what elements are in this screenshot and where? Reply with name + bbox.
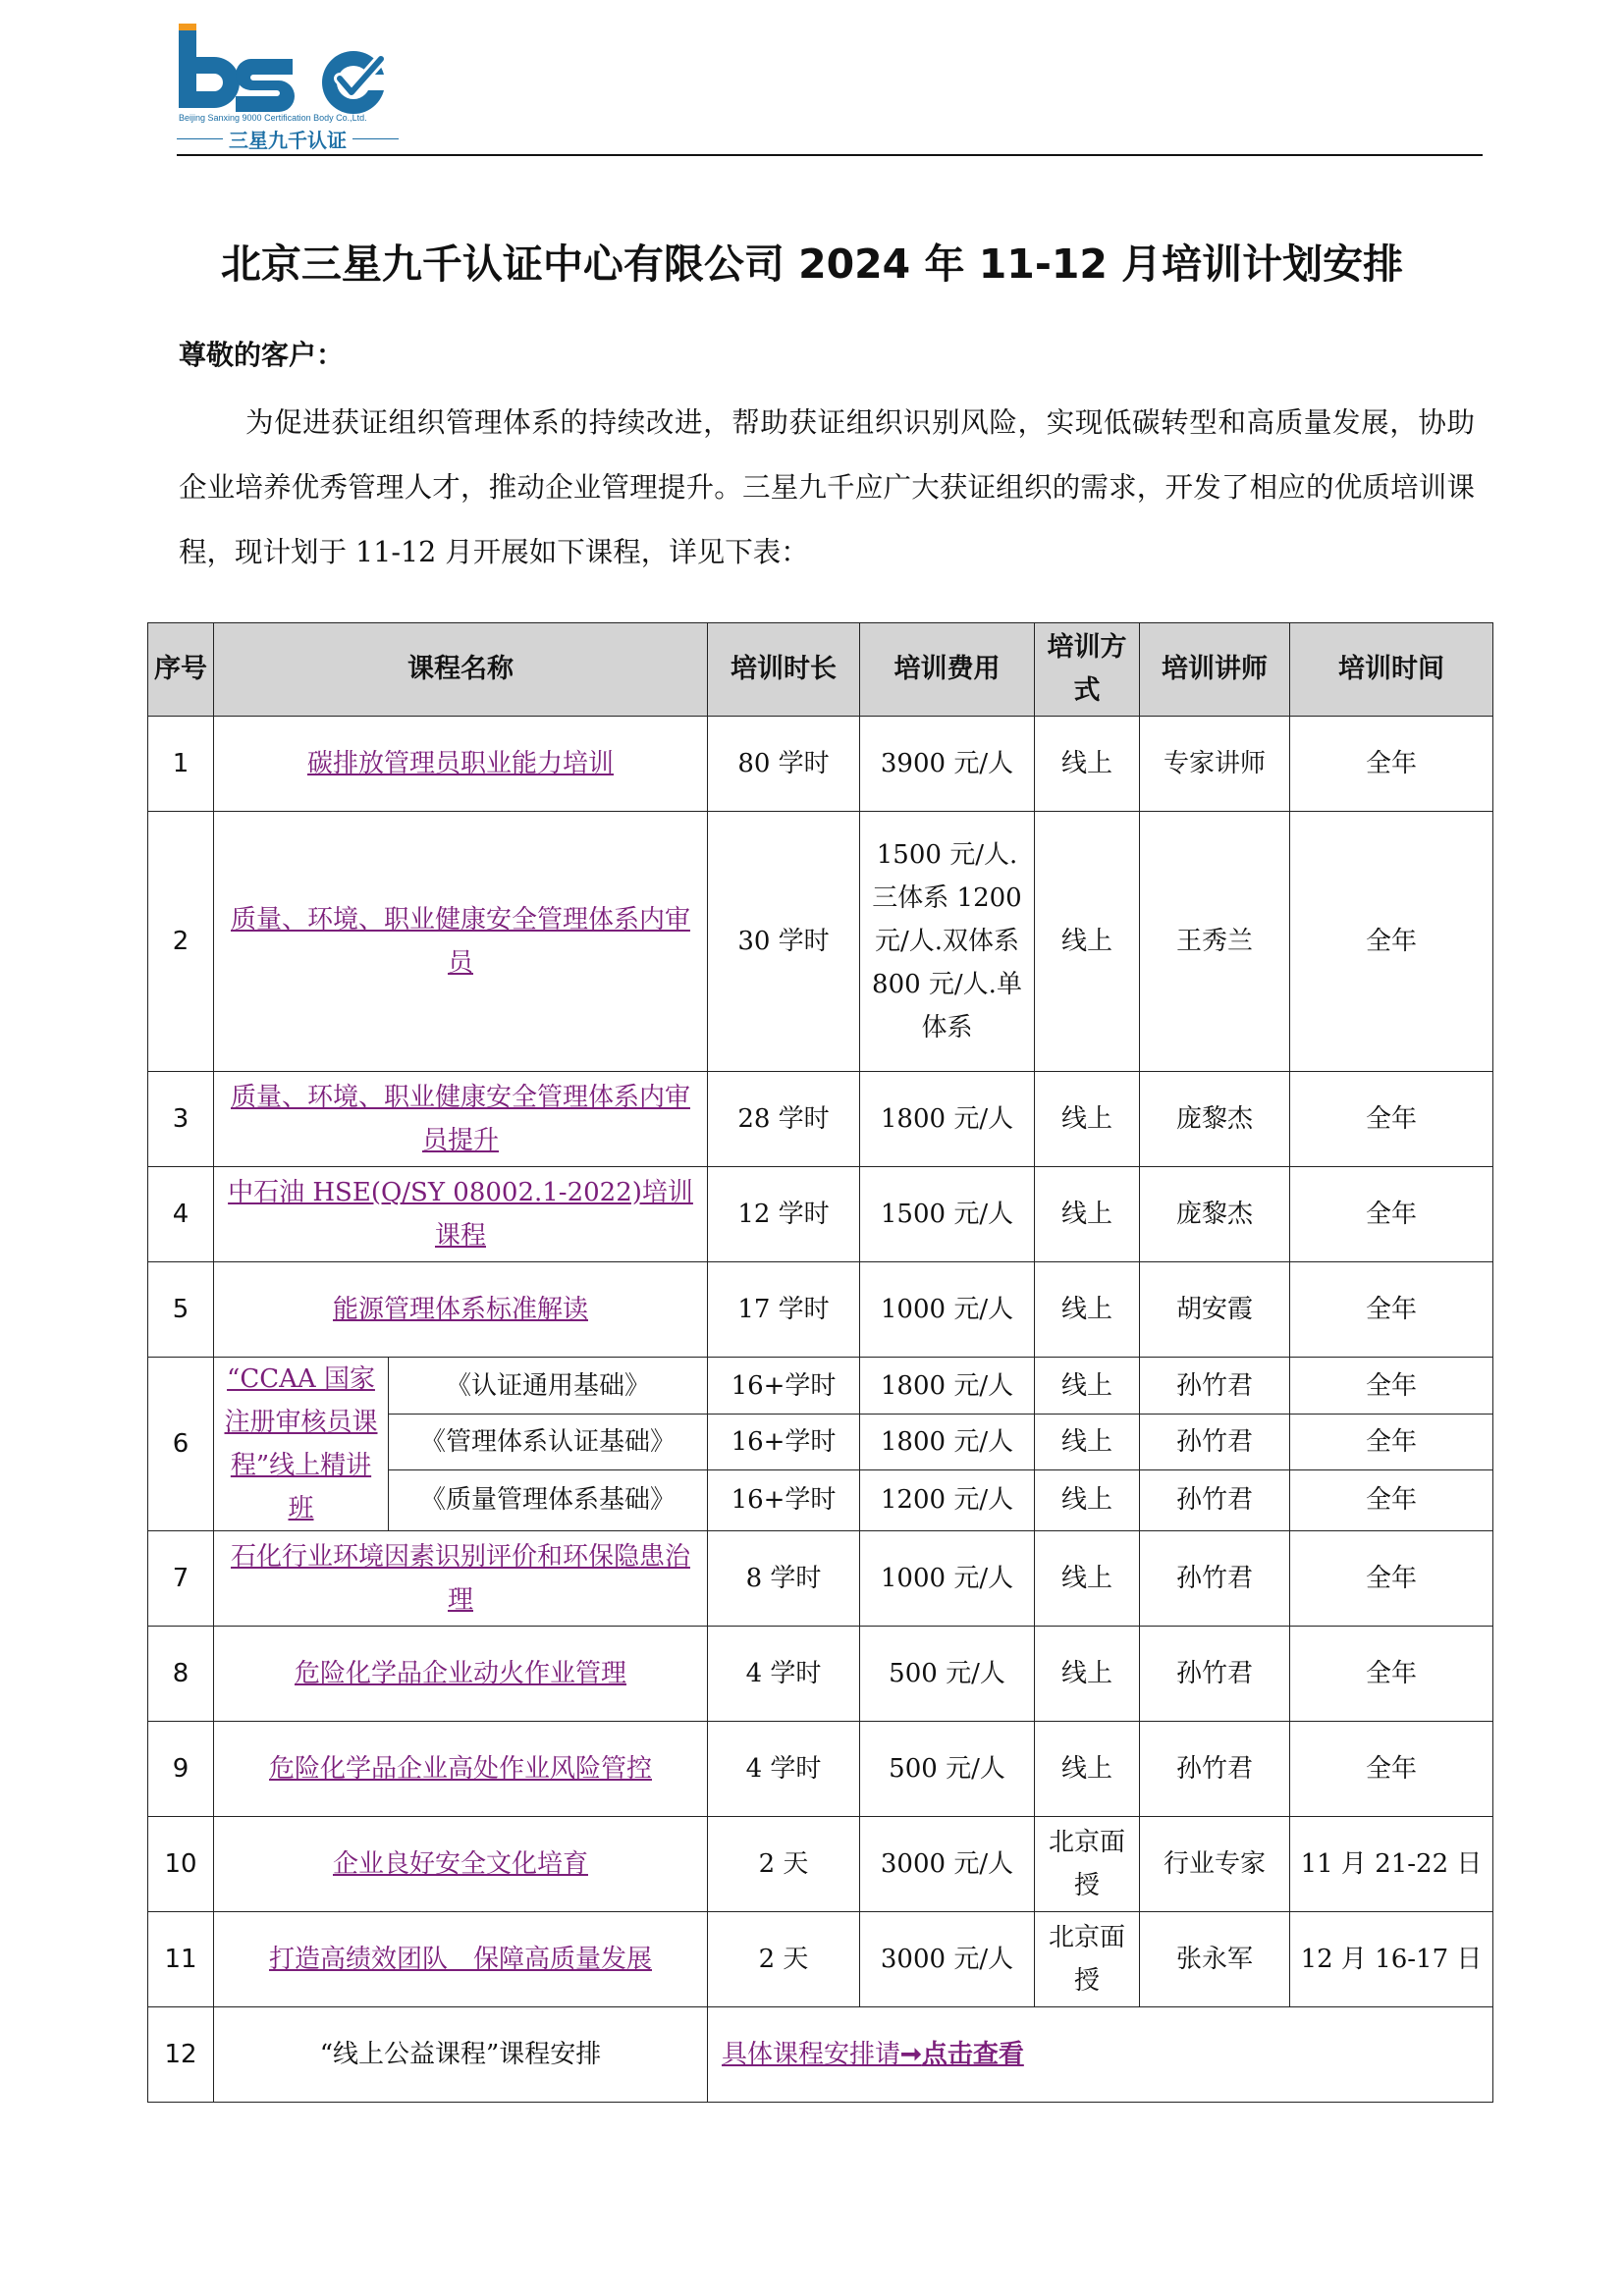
course-link[interactable]: 打造高绩效团队 保障高质量发展: [214, 1912, 708, 2007]
row-no: 1: [148, 717, 214, 812]
fee: 1000 元/人: [860, 1262, 1035, 1358]
logo-tagline: Beijing Sanxing 9000 Certification Body Co.,Ltd.: [179, 113, 367, 123]
course-link[interactable]: 危险化学品企业动火作业管理: [214, 1627, 708, 1722]
teacher: 孙竹君: [1140, 1358, 1290, 1415]
mode: 线上: [1035, 1072, 1140, 1167]
table-row: [148, 1627, 1493, 1722]
course-link[interactable]: 质量、环境、职业健康安全管理体系内审员提升: [214, 1072, 708, 1167]
mode: 线上: [1035, 1415, 1140, 1469]
duration: 30 学时: [708, 812, 860, 1072]
table-row: [148, 1167, 1493, 1262]
duration: 8 学时: [708, 1531, 860, 1627]
view-schedule-link[interactable]: 具体课程安排请➞点击查看: [708, 2007, 1493, 2103]
fee: 1200 元/人: [860, 1469, 1035, 1530]
header-fee: 培训费用: [860, 623, 1035, 717]
course-link[interactable]: 企业良好安全文化培育: [214, 1817, 708, 1912]
duration: 4 学时: [708, 1722, 860, 1817]
fee: 1500 元/人.三体系 1200 元/人.双体系 800 元/人.单体系: [860, 812, 1035, 1072]
fee: 1800 元/人: [860, 1358, 1035, 1415]
teacher: 孙竹君: [1140, 1627, 1290, 1722]
header-course: 课程名称: [214, 623, 708, 717]
header-duration: 培训时长: [708, 623, 860, 717]
mode: 线上: [1035, 1627, 1140, 1722]
teacher: 孙竹君: [1140, 1415, 1290, 1469]
teacher: 专家讲师: [1140, 717, 1290, 812]
teacher: 王秀兰: [1140, 812, 1290, 1072]
sub-course: 《质量管理体系基础》: [389, 1469, 708, 1530]
table-row: [148, 1072, 1493, 1167]
mode: 线上: [1035, 1167, 1140, 1262]
row-no: 8: [148, 1627, 214, 1722]
time: 11 月 21-22 日: [1290, 1817, 1493, 1912]
row-no: 6: [148, 1358, 214, 1531]
row-no: 9: [148, 1722, 214, 1817]
mode: 北京面授: [1035, 1912, 1140, 2007]
teacher: 孙竹君: [1140, 1531, 1290, 1627]
fee: 3900 元/人: [860, 717, 1035, 812]
row-no: 4: [148, 1167, 214, 1262]
time: 全年: [1290, 717, 1493, 812]
time: 全年: [1290, 1167, 1493, 1262]
time: 12 月 16-17 日: [1290, 1912, 1493, 2007]
header-mode: 培训方式: [1035, 623, 1140, 717]
duration: 4 学时: [708, 1627, 860, 1722]
row-no: 7: [148, 1531, 214, 1627]
header-no: 序号: [148, 623, 214, 717]
mode: 线上: [1035, 1262, 1140, 1358]
row-no: 2: [148, 812, 214, 1072]
bsc-logo-mark: [177, 24, 403, 114]
sub-course: 《认证通用基础》: [389, 1358, 708, 1415]
duration: 80 学时: [708, 717, 860, 812]
row-no: 12: [148, 2007, 214, 2103]
greeting: 尊敬的客户：: [179, 339, 345, 371]
time: 全年: [1290, 1722, 1493, 1817]
public-course-label: “线上公益课程”课程安排: [214, 2007, 708, 2103]
fee: 500 元/人: [860, 1627, 1035, 1722]
duration: 16+学时: [708, 1358, 860, 1415]
table-row: [148, 717, 1493, 812]
duration: 2 天: [708, 1817, 860, 1912]
duration: 17 学时: [708, 1262, 860, 1358]
fee: 500 元/人: [860, 1722, 1035, 1817]
duration: 16+学时: [708, 1469, 860, 1530]
time: 全年: [1290, 1531, 1493, 1627]
fee: 3000 元/人: [860, 1817, 1035, 1912]
header-time: 培训时间: [1290, 623, 1493, 717]
table-header-row: [148, 623, 1493, 717]
teacher: 庞黎杰: [1140, 1072, 1290, 1167]
teacher: 庞黎杰: [1140, 1167, 1290, 1262]
training-plan-table: [147, 622, 1493, 2103]
arrow-right-icon: ➞: [900, 2040, 922, 2069]
table-row: [148, 1722, 1493, 1817]
table-row: [148, 1912, 1493, 2007]
course-group-link[interactable]: “CCAA 国家注册审核员课程”线上精讲班: [214, 1358, 389, 1531]
time: 全年: [1290, 1415, 1493, 1469]
time: 全年: [1290, 1627, 1493, 1722]
time: 全年: [1290, 1469, 1493, 1530]
table-row: [148, 1358, 1493, 1415]
row-no: 11: [148, 1912, 214, 2007]
fee: 1500 元/人: [860, 1167, 1035, 1262]
teacher: 孙竹君: [1140, 1469, 1290, 1530]
time: 全年: [1290, 1358, 1493, 1415]
teacher: 胡安霞: [1140, 1262, 1290, 1358]
course-link[interactable]: 石化行业环境因素识别评价和环保隐患治理: [214, 1531, 708, 1627]
header-divider: [177, 154, 1483, 156]
course-link[interactable]: 质量、环境、职业健康安全管理体系内审员: [214, 812, 708, 1072]
mode: 线上: [1035, 717, 1140, 812]
course-link[interactable]: 碳排放管理员职业能力培训: [214, 717, 708, 812]
teacher: 孙竹君: [1140, 1722, 1290, 1817]
course-link[interactable]: 中石油 HSE(Q/SY 08002.1-2022)培训课程: [214, 1167, 708, 1262]
intro-paragraph: 为促进获证组织管理体系的持续改进，帮助获证组织识别风险，实现低碳转型和高质量发展，协助企业培养优秀管理人才，推动企业管理提升。三星九千应广大获证组织的需求，开发了相应的优质培训课程，现计划于 11-12 月开展如下课程，详见下表：: [179, 406, 1475, 568]
header-teacher: 培训讲师: [1140, 623, 1290, 717]
duration: 12 学时: [708, 1167, 860, 1262]
table-row: [148, 1531, 1493, 1627]
teacher: 行业专家: [1140, 1817, 1290, 1912]
mode: 线上: [1035, 1469, 1140, 1530]
mode: 线上: [1035, 1722, 1140, 1817]
table-row: [148, 812, 1493, 1072]
duration: 2 天: [708, 1912, 860, 2007]
fee: 1800 元/人: [860, 1415, 1035, 1469]
row-no: 3: [148, 1072, 214, 1167]
row-no: 10: [148, 1817, 214, 1912]
fee: 1000 元/人: [860, 1531, 1035, 1627]
time: 全年: [1290, 812, 1493, 1072]
teacher: 张永军: [1140, 1912, 1290, 2007]
row-no: 5: [148, 1262, 214, 1358]
table-row: [148, 1817, 1493, 1912]
table-row: [148, 1262, 1493, 1358]
course-link[interactable]: 能源管理体系标准解读: [214, 1262, 708, 1358]
fee: 1800 元/人: [860, 1072, 1035, 1167]
duration: 16+学时: [708, 1415, 860, 1469]
fee: 3000 元/人: [860, 1912, 1035, 2007]
logo-chinese-name: 三星九千认证: [177, 126, 399, 151]
mode: 北京面授: [1035, 1817, 1140, 1912]
table-row: [148, 2007, 1493, 2103]
mode: 线上: [1035, 1358, 1140, 1415]
mode: 线上: [1035, 1531, 1140, 1627]
course-link[interactable]: 危险化学品企业高处作业风险管控: [214, 1722, 708, 1817]
sub-course: 《管理体系认证基础》: [389, 1415, 708, 1469]
mode: 线上: [1035, 812, 1140, 1072]
time: 全年: [1290, 1072, 1493, 1167]
page-title: 北京三星九千认证中心有限公司 2024 年 11-12 月培训计划安排: [220, 240, 1404, 288]
time: 全年: [1290, 1262, 1493, 1358]
duration: 28 学时: [708, 1072, 860, 1167]
